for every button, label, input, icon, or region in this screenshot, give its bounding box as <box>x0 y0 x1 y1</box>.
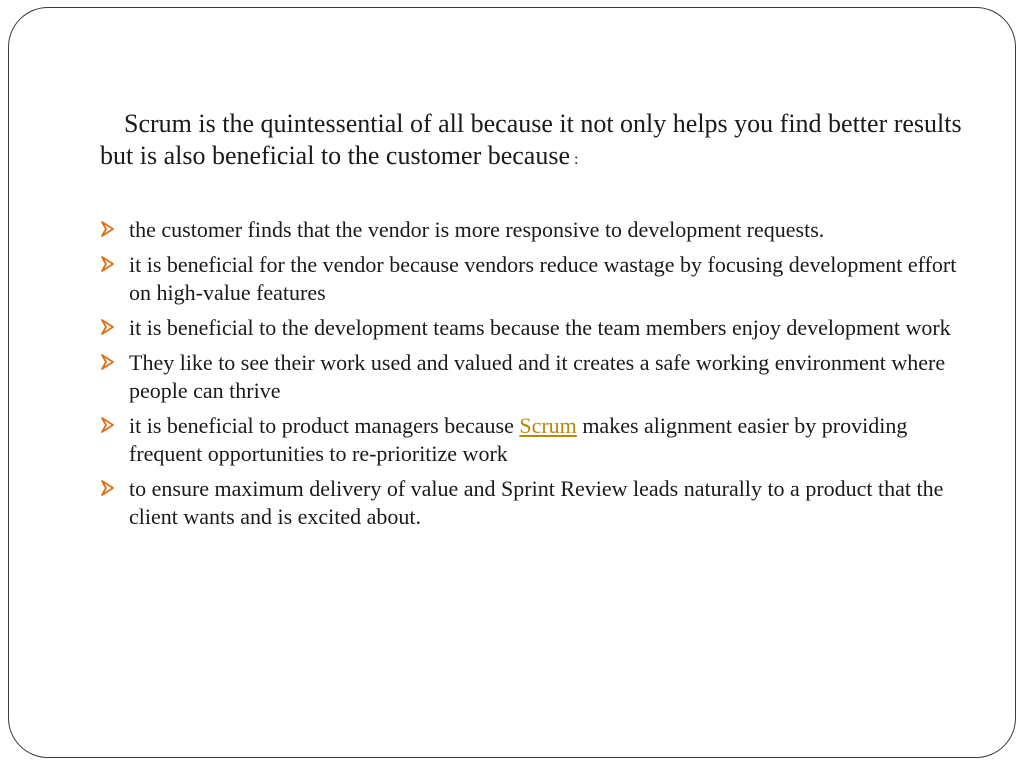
bullet-text: They like to see their work used and valued and it creates a safe working environment where people can thrive <box>129 350 946 403</box>
bullet-list <box>100 216 960 538</box>
arrow-bullet-icon <box>100 219 116 239</box>
bullet-item <box>100 349 960 405</box>
intro-text: Scrum is the quintessential of all because it not only helps you find better results but is also beneficial to the customer because <box>100 109 962 170</box>
arrow-bullet-icon <box>100 352 116 372</box>
bullet-text-before-link: it is beneficial to product managers because <box>129 413 520 438</box>
bullet-text: the customer finds that the vendor is more responsive to development requests. <box>129 217 825 242</box>
bullet-text: it is beneficial for the vendor because vendors reduce wastage by focusing development effort on high-value features <box>129 252 957 305</box>
intro-paragraph <box>100 108 980 176</box>
arrow-bullet-icon <box>100 415 116 435</box>
bullet-item <box>100 314 960 342</box>
arrow-bullet-icon <box>100 478 116 498</box>
bullet-item <box>100 251 960 307</box>
intro-colon: : <box>570 151 579 168</box>
bullet-item <box>100 412 960 468</box>
scrum-link[interactable]: Scrum <box>519 413 577 438</box>
bullet-item <box>100 216 960 244</box>
arrow-bullet-icon <box>100 254 116 274</box>
arrow-bullet-icon <box>100 317 116 337</box>
bullet-text: it is beneficial to the development teams because the team members enjoy development work <box>129 315 951 340</box>
bullet-text-after-link: makes alignment easier by providing frequent opportunities to re-prioritize work <box>129 413 908 466</box>
bullet-text: to ensure maximum delivery of value and Sprint Review leads naturally to a product that the client wants and is excited about. <box>129 476 944 529</box>
bullet-item <box>100 475 960 531</box>
